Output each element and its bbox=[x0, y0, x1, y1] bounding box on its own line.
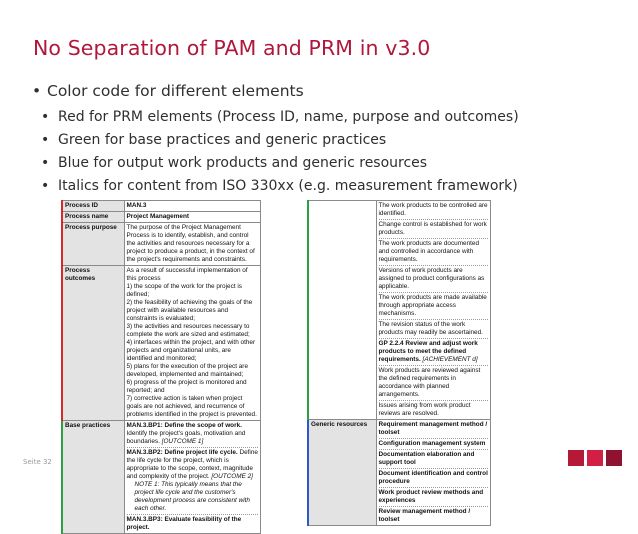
divider bbox=[379, 449, 489, 450]
bullet-red-prm: • Red for PRM elements (Process ID, name, purpose and outcomes) bbox=[36, 110, 519, 124]
resource-item: Configuration management system bbox=[378, 440, 486, 447]
process-outcomes-label: Process outcomes bbox=[62, 266, 124, 421]
generic-practices-table-image bbox=[307, 200, 491, 523]
process-id-value: MAN.3 bbox=[124, 201, 261, 212]
resource-item: Work product review methods and experiences bbox=[378, 489, 484, 504]
bp3-title: MAN.3.BP3: Evaluate feasibility of the project. bbox=[126, 516, 242, 531]
resource-item: Documentation elaboration and support tool bbox=[378, 451, 475, 466]
gp-224 bbox=[379, 340, 489, 364]
resource-item: Review management method / toolset bbox=[378, 508, 471, 523]
base-practice-1 bbox=[127, 422, 259, 446]
gp-line: The work products to be controlled are identified. bbox=[378, 202, 488, 217]
divider bbox=[379, 338, 489, 339]
bp2-text: Define the life cycle for the project, which is appropriate to the scope, context, magnitude and complexity of the project. bbox=[126, 449, 258, 480]
outcomes-intro: As a result of successful implementation of this process bbox=[126, 267, 248, 282]
process-name-label: Process name bbox=[62, 212, 124, 223]
resource-item: Requirement management method / toolset bbox=[378, 421, 488, 436]
gp-line: The work products are documented and controlled in accordance with requirements. bbox=[378, 240, 480, 263]
bp1-title: MAN.3.BP1: Define the scope of work. bbox=[126, 422, 242, 429]
bp2-outcome: [OUTCOME 2] bbox=[211, 473, 253, 480]
outcome-item: 2) the feasibility of achieving the goals of the project with available resources and constraints is evaluated; bbox=[126, 299, 253, 322]
base-practices-label: Base practices bbox=[62, 421, 124, 534]
process-id-label: Process ID bbox=[62, 201, 124, 212]
outcome-item: 4) interfaces within the project, and with other projects and organizational units, are identified and monitored; bbox=[126, 339, 256, 362]
divider bbox=[379, 487, 489, 488]
outcome-item: 7) corrective action is taken when project goals are not achieved, and recurrence of problems identified in the project is prevented. bbox=[126, 395, 257, 418]
divider bbox=[379, 319, 489, 320]
resource-item: Document identification and control procedure bbox=[378, 470, 488, 485]
decorative-square bbox=[606, 450, 622, 466]
gp-line: Change control is established for work products. bbox=[378, 221, 487, 236]
bullet-italics-iso: • Italics for content from ISO 330xx (e.g. measurement framework) bbox=[36, 179, 519, 193]
divider bbox=[379, 438, 489, 439]
gp-224-outcome: [ACHIEVEMENT d] bbox=[422, 356, 478, 363]
gp-line: The work products are made available through appropriate access mechanisms. bbox=[378, 294, 487, 317]
gp-line: Issues arising from work product reviews are resolved. bbox=[378, 402, 471, 417]
gp-label-cell bbox=[308, 201, 376, 420]
bp2-note bbox=[127, 481, 259, 513]
outcome-item: 3) the activities and resources necessary to complete the work are sized and estimated; bbox=[126, 323, 250, 338]
outcome-item: 6) progress of the project is monitored and reported; and bbox=[126, 379, 247, 394]
divider bbox=[127, 514, 259, 515]
base-practice-3 bbox=[127, 516, 259, 532]
divider bbox=[379, 468, 489, 469]
process-purpose-label: Process purpose bbox=[62, 223, 124, 266]
outcome-item: 1) the scope of the work for the project is defined; bbox=[126, 283, 242, 298]
decorative-square bbox=[587, 450, 603, 466]
bullet-green-practices: • Green for base practices and generic practices bbox=[36, 133, 519, 147]
gp-line: The revision status of the work products may readily be ascertained. bbox=[378, 321, 483, 336]
bp1-text: Identify the project's goals, motivation and boundaries. bbox=[126, 430, 246, 445]
process-table-image bbox=[61, 200, 261, 531]
divider bbox=[379, 400, 489, 401]
bullet-main: • Color code for different elements bbox=[30, 84, 519, 100]
outcome-item: 5) plans for the execution of the project are developed, implemented and maintained; bbox=[126, 363, 248, 378]
bullet-list bbox=[30, 84, 519, 202]
decorative-square bbox=[568, 450, 584, 466]
generic-resources-label: Generic resources bbox=[308, 420, 376, 526]
bp2-title: MAN.3.BP2: Define project life cycle. bbox=[126, 449, 238, 456]
base-practices-value bbox=[124, 421, 261, 534]
process-purpose-value: The purpose of the Project Management Process is to identify, establish, and control the activities and resources necessary for a project to produce a product, in the context of the project's requirements and constraints. bbox=[124, 223, 261, 266]
page-number: Seite 32 bbox=[23, 458, 52, 466]
divider bbox=[379, 365, 489, 366]
divider bbox=[127, 447, 259, 448]
divider bbox=[379, 506, 489, 507]
process-outcomes-value bbox=[124, 266, 261, 421]
divider bbox=[379, 292, 489, 293]
gp-achievements bbox=[376, 201, 491, 420]
divider bbox=[379, 238, 489, 239]
bp1-outcome: [OUTCOME 1] bbox=[161, 438, 204, 445]
divider bbox=[379, 219, 489, 220]
process-name-value: Project Management bbox=[124, 212, 261, 223]
note-text: NOTE 1: This typically means that the project life cycle and the customer's development process are consistent with each other. bbox=[134, 481, 250, 512]
divider bbox=[379, 265, 489, 266]
slide-title: No Separation of PAM and PRM in v3.0 bbox=[33, 36, 431, 60]
gp-line: Work products are reviewed against the defined requirements in accordance with planned arrangements. bbox=[378, 367, 481, 398]
base-practice-2 bbox=[127, 449, 259, 481]
gp-224-title: GP 2.2.4 Review and adjust work products to meet the defined requirements. bbox=[378, 340, 478, 363]
bullet-blue-work-products: • Blue for output work products and generic resources bbox=[36, 156, 519, 170]
generic-resources-list bbox=[376, 420, 491, 526]
gp-line: Versions of work products are assigned to product configurations as applicable. bbox=[378, 267, 485, 290]
